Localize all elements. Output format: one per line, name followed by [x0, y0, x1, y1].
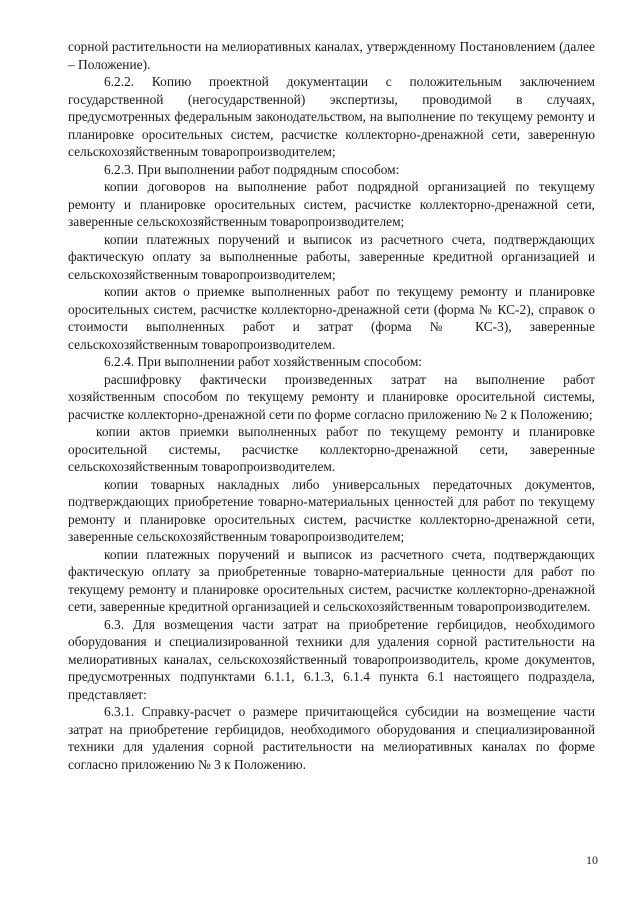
paragraph-cost-breakdown: расшифровку фактически произведенных затрат на выполнение работ хозяйственным способом по текущему ремонту и планировке оросительной системы, расчистке коллекторно-дренажной сети по форме согласно приложению № 2 к Положению;	[68, 371, 595, 422]
paragraph-acceptance-acts-household: копии актов приемки выполненных работ по текущему ремонту и планировке оросительной системы, расчистке коллекторно-дренажной сети, заверенные сельскохозяйственным товаропроизводителем.	[68, 424, 595, 474]
paragraph-acceptance-acts: копии актов о приемке выполненных работ по текущему ремонту и планировке оросительных систем, расчистке коллекторно-дренажной сети (форма № КС-2), справок о стоимости выполненных работ и затрат (форма № КС-3), заверенные сельскохозяйственным товаропроизводителем.	[68, 284, 595, 352]
paragraph-payment-orders: копии платежных поручений и выписок из расчетного счета, подтверждающих фактическую оплату за выполненные работы, заверенные кредитной организацией и сельскохозяйственным товаропроизводителем;	[68, 231, 595, 282]
page-number: 10	[586, 853, 598, 867]
paragraph-6-2-3: 6.2.3. При выполнении работ подрядным способом:	[104, 161, 400, 177]
paragraph-continuation: сорной растительности на мелиоративных каналах, утвержденному Постановлением (далее – Положение).	[68, 39, 595, 72]
paragraph-6-2-2: 6.2.2. Копию проектной документации с положительным заключением государственной (негосударственной) экспертизы, проводимой в случаях, предусмотренных федеральным законодательством, на выполнение по текущему ремонту и планировке оросительных систем, расчистке коллекторно-дренажной сети, заверенную сельскохозяйственным товаропроизводителем;	[68, 74, 595, 159]
paragraph-waybills: копии товарных накладных либо универсальных передаточных документов, подтверждающих приобретение товарно-материальных ценностей для работ по текущему ремонту и планировке оросительных систем, расчистке коллекторно-дренажной сети, заверенные сельскохозяйственным товаропроизводителем;	[68, 476, 595, 544]
document-page	[68, 38, 595, 773]
paragraph-6-3: 6.3. Для возмещения части затрат на приобретение гербицидов, необходимого оборудования и специализированной техники для удаления сорной растительности на мелиоративных каналах, сельскохозяйственный товаропроизводитель, кроме документов, предусмотренных подпунктами 6.1.1, 6.1.3, 6.1.4 пункта 6.1 настоящего подраздела, представляет:	[68, 616, 595, 702]
paragraph-payment-orders-materials: копии платежных поручений и выписок из расчетного счета, подтверждающих фактическую оплату за приобретенные товарно-материальные ценности для работ по текущему ремонту и планировке оросительных систем, расчистке коллекторно-дренажной сети, заверенные кредитной организацией и сельскохозяйственным товаропроизводителем.	[68, 546, 595, 614]
paragraph-6-3-1: 6.3.1. Справку-расчет о размере причитающейся субсидии на возмещение части затрат на приобретение гербицидов, необходимого оборудования и специализированной техники для удаления сорной растительности на мелиоративных каналах по форме согласно приложению № 3 к Положению.	[68, 704, 595, 772]
paragraph-contracts: копии договоров на выполнение работ подрядной организацией по текущему ремонту и планировке оросительных систем, расчистке коллекторно-дренажной сети, заверенные сельскохозяйственным товаропроизводителем;	[68, 179, 595, 229]
paragraph-6-2-4: 6.2.4. При выполнении работ хозяйственным способом:	[104, 354, 423, 369]
